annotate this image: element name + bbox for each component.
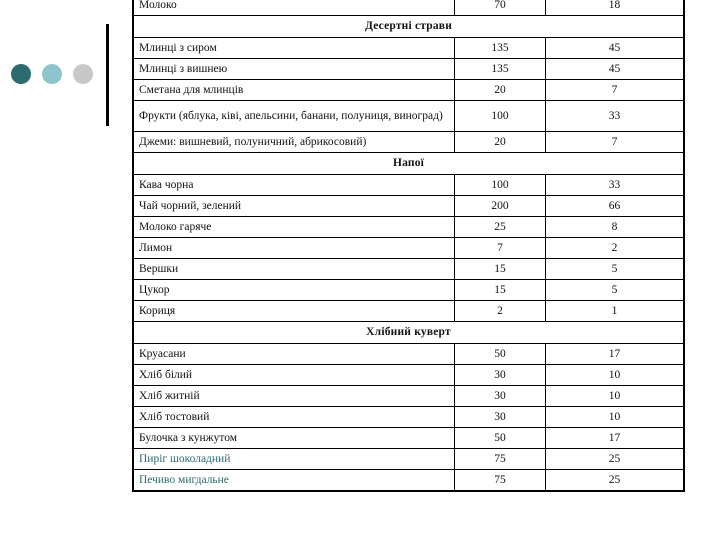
item-name: Вершки: [133, 259, 455, 280]
table-row: [133, 259, 684, 280]
table-row: [133, 175, 684, 196]
item-value: 45: [546, 38, 685, 59]
item-value: 7: [546, 132, 685, 153]
table-row: [133, 449, 684, 470]
item-value: 17: [546, 344, 685, 365]
item-quantity: 50: [455, 344, 546, 365]
section-title: Напої: [133, 153, 684, 175]
item-value: 10: [546, 386, 685, 407]
item-name: Цукор: [133, 280, 455, 301]
table-row: [133, 217, 684, 238]
item-quantity: 200: [455, 196, 546, 217]
table-row: [133, 59, 684, 80]
menu-table: [132, 0, 685, 492]
item-name: Млинці з вишнею: [133, 59, 455, 80]
item-quantity: 25: [455, 217, 546, 238]
section-title: Хлібний куверт: [133, 322, 684, 344]
table-row: [133, 238, 684, 259]
item-value: 1: [546, 301, 685, 322]
item-quantity: 70: [455, 0, 546, 16]
table-row: [133, 80, 684, 101]
table-row: [133, 301, 684, 322]
item-name: Печиво мигдальне: [133, 470, 455, 492]
section-header-row: [133, 16, 684, 38]
item-name: Молоко: [133, 0, 455, 16]
item-quantity: 20: [455, 132, 546, 153]
item-value: 17: [546, 428, 685, 449]
item-value: 66: [546, 196, 685, 217]
item-quantity: 75: [455, 470, 546, 492]
item-value: 10: [546, 365, 685, 386]
item-name: Сметана для млинців: [133, 80, 455, 101]
item-name: Фрукти (яблука, ківі, апельсини, банани, полуниця, виноград): [133, 101, 455, 132]
item-quantity: 30: [455, 407, 546, 428]
item-value: 33: [546, 175, 685, 196]
item-value: 25: [546, 470, 685, 492]
table-row: [133, 38, 684, 59]
item-value: 2: [546, 238, 685, 259]
table-row: [133, 101, 684, 132]
item-value: 5: [546, 259, 685, 280]
table-row: [133, 365, 684, 386]
item-name: Хліб білий: [133, 365, 455, 386]
item-name: Чай чорний, зелений: [133, 196, 455, 217]
item-value: 25: [546, 449, 685, 470]
table-row: [133, 386, 684, 407]
item-quantity: 50: [455, 428, 546, 449]
item-value: 18: [546, 0, 685, 16]
decor-dot-gray: [73, 64, 93, 84]
item-quantity: 20: [455, 80, 546, 101]
decor-dot-light-teal: [42, 64, 62, 84]
item-quantity: 135: [455, 38, 546, 59]
item-name: Млинці з сиром: [133, 38, 455, 59]
item-name: Пиріг шоколадний: [133, 449, 455, 470]
item-quantity: 30: [455, 386, 546, 407]
item-name: Булочка з кунжутом: [133, 428, 455, 449]
table-row: [133, 132, 684, 153]
item-quantity: 30: [455, 365, 546, 386]
table-row: [133, 344, 684, 365]
item-quantity: 2: [455, 301, 546, 322]
item-value: 5: [546, 280, 685, 301]
item-quantity: 7: [455, 238, 546, 259]
item-name: Кориця: [133, 301, 455, 322]
table-row: [133, 196, 684, 217]
table-row: [133, 0, 684, 16]
table-row: [133, 470, 684, 492]
item-name: Джеми: вишневий, полуничний, абрикосовий): [133, 132, 455, 153]
item-name: Хліб житній: [133, 386, 455, 407]
item-quantity: 75: [455, 449, 546, 470]
item-quantity: 100: [455, 175, 546, 196]
item-quantity: 135: [455, 59, 546, 80]
item-name: Хліб тостовий: [133, 407, 455, 428]
item-name: Молоко гаряче: [133, 217, 455, 238]
item-name: Лимон: [133, 238, 455, 259]
table-row: [133, 280, 684, 301]
table-row: [133, 407, 684, 428]
table-row: [133, 428, 684, 449]
item-quantity: 100: [455, 101, 546, 132]
menu-table-body: [133, 0, 684, 491]
item-value: 8: [546, 217, 685, 238]
item-value: 45: [546, 59, 685, 80]
item-value: 7: [546, 80, 685, 101]
section-title: Десертні страви: [133, 16, 684, 38]
section-header-row: [133, 153, 684, 175]
decor-vertical-bar: [106, 24, 109, 126]
item-value: 33: [546, 101, 685, 132]
item-quantity: 15: [455, 259, 546, 280]
item-name: Круасани: [133, 344, 455, 365]
section-header-row: [133, 322, 684, 344]
decor-dot-dark-teal: [11, 64, 31, 84]
item-value: 10: [546, 407, 685, 428]
item-quantity: 15: [455, 280, 546, 301]
item-name: Кава чорна: [133, 175, 455, 196]
